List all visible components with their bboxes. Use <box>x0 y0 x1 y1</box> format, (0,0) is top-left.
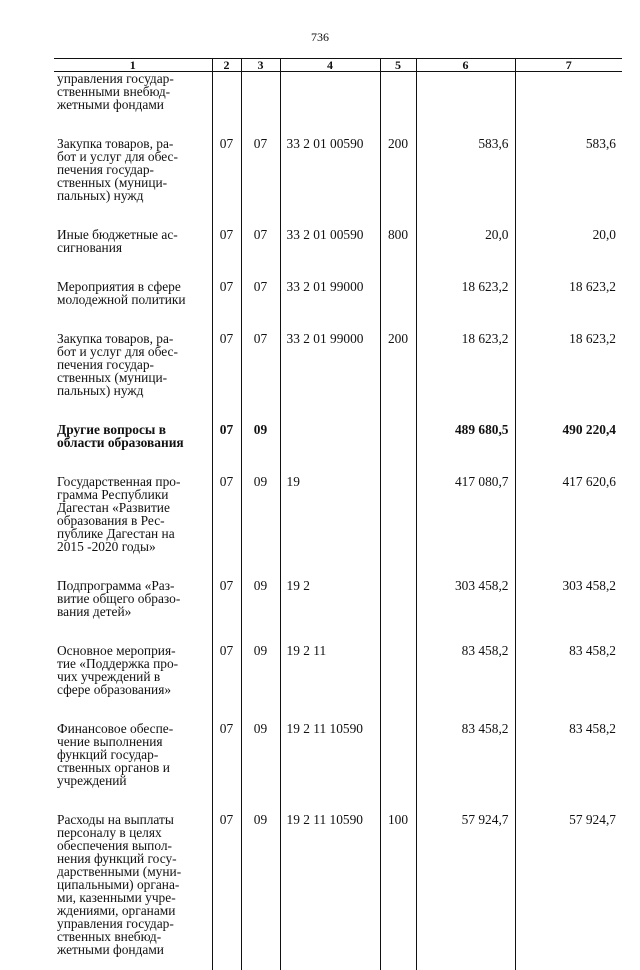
row-spacer <box>54 254 622 280</box>
cell-expense-type <box>380 956 416 970</box>
cell-name: управления государ- ственными внебюд- жетными фондами <box>54 72 212 112</box>
cell-section: 07 <box>212 475 241 553</box>
cell-name: Финансовое обеспе- чение выполнения функций государ- ственных органов и учреждений <box>54 722 212 787</box>
cell-target-code <box>280 306 380 332</box>
cell-amount-col6 <box>416 956 515 970</box>
cell-subsection: 07 <box>241 332 280 397</box>
cell-expense-type: 200 <box>380 332 416 397</box>
cell-target-code <box>280 696 380 722</box>
cell-amount-col7 <box>515 553 622 579</box>
cell-section <box>212 72 241 112</box>
cell-section <box>212 696 241 722</box>
cell-section: 07 <box>212 813 241 956</box>
cell-amount-col7: 83 458,2 <box>515 644 622 696</box>
row-spacer <box>54 618 622 644</box>
cell-amount-col7: 20,0 <box>515 228 622 254</box>
cell-section <box>212 306 241 332</box>
cell-subsection: 09 <box>241 722 280 787</box>
cell-amount-col7: 417 620,6 <box>515 475 622 553</box>
cell-amount-col6 <box>416 787 515 813</box>
cell-section: 07 <box>212 722 241 787</box>
row-spacer <box>54 696 622 722</box>
cell-amount-col6: 417 080,7 <box>416 475 515 553</box>
cell-amount-col7 <box>515 202 622 228</box>
cell-name <box>54 397 212 423</box>
header-row <box>54 59 622 72</box>
row-spacer <box>54 397 622 423</box>
cell-amount-col7 <box>515 397 622 423</box>
cell-amount-col7 <box>515 111 622 137</box>
cell-amount-col6 <box>416 397 515 423</box>
cell-amount-col7: 83 458,2 <box>515 722 622 787</box>
cell-section <box>212 449 241 475</box>
cell-amount-col6 <box>416 696 515 722</box>
cell-section <box>212 202 241 228</box>
cell-expense-type <box>380 202 416 228</box>
cell-target-code <box>280 618 380 644</box>
column-header: 2 <box>212 59 241 72</box>
cell-section <box>212 553 241 579</box>
table-row <box>54 280 622 306</box>
row-spacer <box>54 787 622 813</box>
cell-target-code: 19 2 11 10590 <box>280 722 380 787</box>
cell-section: 07 <box>212 228 241 254</box>
cell-name: Подпрограмма «Раз- витие общего образо- вания детей» <box>54 579 212 618</box>
cell-name <box>54 956 212 970</box>
cell-expense-type <box>380 280 416 306</box>
cell-amount-col7: 57 924,7 <box>515 813 622 956</box>
column-header: 7 <box>515 59 622 72</box>
cell-section <box>212 397 241 423</box>
cell-target-code <box>280 787 380 813</box>
cell-section <box>212 787 241 813</box>
cell-amount-col6 <box>416 254 515 280</box>
table-row <box>54 475 622 553</box>
cell-expense-type <box>380 306 416 332</box>
cell-subsection: 09 <box>241 475 280 553</box>
cell-subsection <box>241 696 280 722</box>
cell-subsection: 07 <box>241 137 280 202</box>
cell-amount-col7 <box>515 787 622 813</box>
table-row <box>54 423 622 449</box>
cell-amount-col6: 57 924,7 <box>416 813 515 956</box>
column-header: 4 <box>280 59 380 72</box>
column-header: 6 <box>416 59 515 72</box>
cell-amount-col6: 83 458,2 <box>416 722 515 787</box>
cell-target-code <box>280 553 380 579</box>
column-header: 3 <box>241 59 280 72</box>
cell-section <box>212 111 241 137</box>
cell-target-code <box>280 72 380 112</box>
cell-name <box>54 787 212 813</box>
cell-amount-col7: 18 623,2 <box>515 332 622 397</box>
cell-amount-col6: 303 458,2 <box>416 579 515 618</box>
cell-subsection: 09 <box>241 423 280 449</box>
cell-amount-col7 <box>515 306 622 332</box>
cell-amount-col7: 490 220,4 <box>515 423 622 449</box>
table-row <box>54 72 622 112</box>
cell-target-code: 19 2 <box>280 579 380 618</box>
row-spacer <box>54 306 622 332</box>
cell-amount-col6: 18 623,2 <box>416 332 515 397</box>
row-spacer <box>54 202 622 228</box>
cell-amount-col7: 583,6 <box>515 137 622 202</box>
cell-target-code: 33 2 01 00590 <box>280 137 380 202</box>
table-row <box>54 579 622 618</box>
cell-subsection <box>241 956 280 970</box>
cell-amount-col6 <box>416 72 515 112</box>
cell-subsection <box>241 202 280 228</box>
cell-expense-type <box>380 475 416 553</box>
cell-amount-col7 <box>515 696 622 722</box>
cell-name: Закупка товаров, ра- бот и услуг для обес- печения государ- ственных (муници- пальных) нужд <box>54 332 212 397</box>
cell-expense-type <box>380 553 416 579</box>
cell-subsection <box>241 254 280 280</box>
cell-amount-col6 <box>416 202 515 228</box>
cell-expense-type <box>380 111 416 137</box>
table-row <box>54 722 622 787</box>
cell-subsection: 09 <box>241 579 280 618</box>
table-body <box>54 72 622 970</box>
table-row <box>54 644 622 696</box>
cell-name <box>54 111 212 137</box>
cell-expense-type <box>380 449 416 475</box>
cell-name <box>54 618 212 644</box>
column-header: 1 <box>54 59 212 72</box>
cell-subsection <box>241 449 280 475</box>
cell-target-code <box>280 397 380 423</box>
cell-amount-col6 <box>416 306 515 332</box>
cell-amount-col6: 83 458,2 <box>416 644 515 696</box>
cell-expense-type <box>380 423 416 449</box>
cell-target-code: 33 2 01 99000 <box>280 332 380 397</box>
row-spacer <box>54 111 622 137</box>
cell-subsection: 07 <box>241 228 280 254</box>
cell-name: Государственная про- грамма Республики Дагестан «Развитие образования в Рес- публике Дагестан на 2015 -2020 годы» <box>54 475 212 553</box>
cell-expense-type: 100 <box>380 813 416 956</box>
cell-name: Другие вопросы в области образования <box>54 423 212 449</box>
cell-expense-type <box>380 696 416 722</box>
cell-expense-type <box>380 72 416 112</box>
cell-target-code <box>280 956 380 970</box>
cell-amount-col7 <box>515 72 622 112</box>
cell-amount-col6: 583,6 <box>416 137 515 202</box>
cell-name: Основное мероприя- тие «Поддержка про- чих учреждений в сфере образования» <box>54 644 212 696</box>
cell-amount-col7 <box>515 956 622 970</box>
cell-target-code: 33 2 01 00590 <box>280 228 380 254</box>
cell-expense-type <box>380 722 416 787</box>
cell-amount-col7 <box>515 449 622 475</box>
cell-amount-col6: 489 680,5 <box>416 423 515 449</box>
cell-name: Иные бюджетные ас- сигнования <box>54 228 212 254</box>
cell-section: 07 <box>212 280 241 306</box>
cell-expense-type <box>380 397 416 423</box>
cell-subsection: 07 <box>241 280 280 306</box>
row-spacer <box>54 553 622 579</box>
cell-target-code <box>280 423 380 449</box>
cell-name <box>54 449 212 475</box>
cell-section <box>212 956 241 970</box>
cell-amount-col7: 18 623,2 <box>515 280 622 306</box>
cell-subsection <box>241 72 280 112</box>
cell-subsection: 09 <box>241 813 280 956</box>
cell-subsection <box>241 787 280 813</box>
table-row <box>54 228 622 254</box>
cell-target-code <box>280 449 380 475</box>
cell-expense-type: 200 <box>380 137 416 202</box>
cell-subsection <box>241 618 280 644</box>
cell-expense-type <box>380 644 416 696</box>
cell-expense-type <box>380 618 416 644</box>
table-row <box>54 813 622 956</box>
cell-subsection <box>241 553 280 579</box>
cell-name <box>54 202 212 228</box>
table-row <box>54 137 622 202</box>
cell-amount-col7: 303 458,2 <box>515 579 622 618</box>
cell-amount-col6 <box>416 618 515 644</box>
cell-amount-col6: 20,0 <box>416 228 515 254</box>
cell-target-code <box>280 254 380 280</box>
cell-name <box>54 696 212 722</box>
budget-table <box>54 58 622 970</box>
row-spacer <box>54 956 622 970</box>
cell-amount-col6: 18 623,2 <box>416 280 515 306</box>
cell-target-code: 19 2 11 10590 <box>280 813 380 956</box>
cell-section: 07 <box>212 137 241 202</box>
cell-name <box>54 254 212 280</box>
cell-target-code: 33 2 01 99000 <box>280 280 380 306</box>
cell-subsection <box>241 111 280 137</box>
cell-subsection <box>241 397 280 423</box>
cell-subsection: 09 <box>241 644 280 696</box>
cell-subsection <box>241 306 280 332</box>
cell-expense-type: 800 <box>380 228 416 254</box>
cell-name: Расходы на выплаты персоналу в целях обеспечения выпол- нения функций госу- дарственными (муни- ципальными) органа- ми, казенными учре- ждениями, органами управления государ- ственных внебюд- жетными фондами <box>54 813 212 956</box>
cell-amount-col6 <box>416 111 515 137</box>
cell-expense-type <box>380 787 416 813</box>
cell-amount-col6 <box>416 449 515 475</box>
cell-amount-col6 <box>416 553 515 579</box>
table-row <box>54 332 622 397</box>
cell-amount-col7 <box>515 618 622 644</box>
cell-section: 07 <box>212 332 241 397</box>
cell-name: Мероприятия в сфере молодежной политики <box>54 280 212 306</box>
cell-target-code: 19 2 11 <box>280 644 380 696</box>
cell-name <box>54 306 212 332</box>
cell-amount-col7 <box>515 254 622 280</box>
cell-section: 07 <box>212 579 241 618</box>
cell-section <box>212 618 241 644</box>
cell-section <box>212 254 241 280</box>
cell-target-code <box>280 111 380 137</box>
row-spacer <box>54 449 622 475</box>
cell-expense-type <box>380 254 416 280</box>
cell-section: 07 <box>212 423 241 449</box>
cell-target-code <box>280 202 380 228</box>
cell-target-code: 19 <box>280 475 380 553</box>
page-number: 736 <box>0 30 640 45</box>
cell-name: Закупка товаров, ра- бот и услуг для обес- печения государ- ственных (муници- пальных) нужд <box>54 137 212 202</box>
column-header: 5 <box>380 59 416 72</box>
cell-section: 07 <box>212 644 241 696</box>
cell-name <box>54 553 212 579</box>
cell-expense-type <box>380 579 416 618</box>
